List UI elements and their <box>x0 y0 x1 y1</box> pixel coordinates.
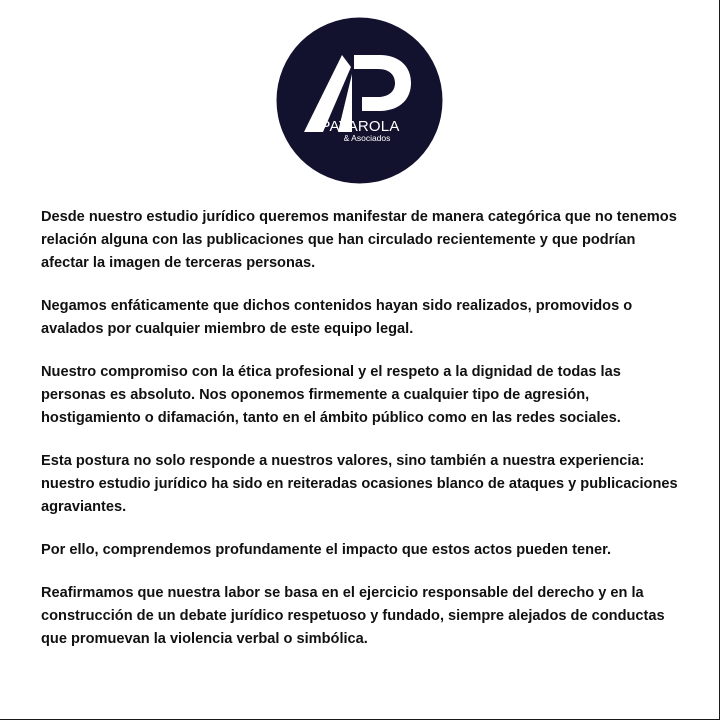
statement-paragraph: Esta postura no solo responde a nuestros valores, sino también a nuestra experiencia: nuestro estudio jurídico ha sido en reiteradas ocasiones blanco de ataques y publicaciones agraviantes. <box>41 453 678 515</box>
logo-subtitle: & Asociados <box>343 133 391 143</box>
statement-body <box>41 206 691 671</box>
statement-paragraph: Negamos enfáticamente que dichos contenidos hayan sido realizados, promovidos o avalados por cualquier miembro de este equipo legal. <box>41 298 633 337</box>
statement-paragraph: Desde nuestro estudio jurídico queremos manifestar de manera categórica que no tenemos relación alguna con las publicaciones que han circulado recientemente y que podrían afectar la imagen de terceras personas. <box>41 209 677 271</box>
logo-name: PAYAROLA <box>320 118 400 135</box>
firm-logo <box>276 17 443 184</box>
statement-paragraph: Nuestro compromiso con la ética profesional y el respeto a la dignidad de todas las personas es absoluto. Nos oponemos firmemente a cualquier tipo de agresión, hostigamiento o difamación, tanto en el ámbito público como en las redes sociales. <box>41 364 621 426</box>
logo-circle <box>277 18 443 184</box>
logo-emblem <box>276 17 443 184</box>
statement-paragraph: Reafirmamos que nuestra labor se basa en el ejercicio responsable del derecho y en la construcción de un debate jurídico respetuoso y fundado, siempre alejados de conductas que promuevan la violencia verbal o simbólica. <box>41 585 665 647</box>
statement-paragraph: Por ello, comprendemos profundamente el impacto que estos actos pueden tener. <box>41 542 612 558</box>
